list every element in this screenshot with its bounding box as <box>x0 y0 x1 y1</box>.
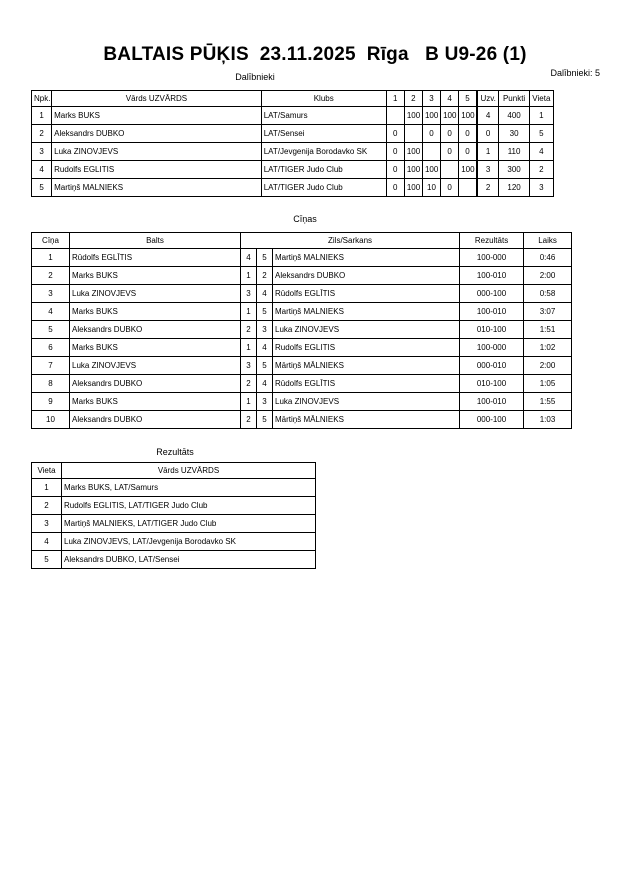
participant-npk: 1 <box>32 107 52 125</box>
participant-place: 1 <box>529 107 553 125</box>
participant-club: LAT/TIGER Judo Club <box>261 161 386 179</box>
col-time: Laiks <box>524 233 572 249</box>
score-vs-5: 0 <box>459 125 477 143</box>
score-vs-3 <box>422 143 440 161</box>
col-white: Balts <box>70 233 241 249</box>
blue-fighter: Luka ZINOVJEVS <box>273 321 460 339</box>
result-place: 1 <box>32 479 62 497</box>
score-vs-2: 100 <box>404 143 422 161</box>
fight-result: 010-100 <box>460 375 524 393</box>
participant-points: 110 <box>499 143 529 161</box>
participant-row <box>32 143 554 161</box>
white-fighter: Aleksandrs DUBKO <box>70 411 241 429</box>
result-name: Marks BUKS, LAT/Samurs <box>62 479 316 497</box>
participant-name: Aleksandrs DUBKO <box>52 125 262 143</box>
col-wins: Uzv. <box>477 91 499 107</box>
participant-place: 2 <box>529 161 553 179</box>
fight-time: 2:00 <box>524 357 572 375</box>
blue-fighter: Martiņš MALNIEKS <box>273 303 460 321</box>
fight-result: 100-000 <box>460 249 524 267</box>
col-result-name: Vārds UZVĀRDS <box>62 463 316 479</box>
participant-points: 300 <box>499 161 529 179</box>
participant-row <box>32 179 554 197</box>
col-name: Vārds UZVĀRDS <box>52 91 262 107</box>
participant-name: Rudolfs EGLITIS <box>52 161 262 179</box>
result-row <box>32 515 316 533</box>
fight-result: 100-010 <box>460 303 524 321</box>
participant-club: LAT/TIGER Judo Club <box>261 179 386 197</box>
blue-fighter: Martiņš MALNIEKS <box>273 249 460 267</box>
blue-fighter-number: 4 <box>257 375 273 393</box>
participants-header-row <box>32 91 554 107</box>
col-opp-4: 4 <box>441 91 459 107</box>
fight-result: 010-100 <box>460 321 524 339</box>
blue-fighter-number: 3 <box>257 321 273 339</box>
participant-row <box>32 107 554 125</box>
participant-place: 3 <box>529 179 553 197</box>
fights-table <box>31 232 572 429</box>
fight-result: 000-100 <box>460 411 524 429</box>
fight-time: 1:55 <box>524 393 572 411</box>
participant-count: Dalībnieki: 5 <box>550 68 600 78</box>
fight-time: 2:00 <box>524 267 572 285</box>
fight-result: 000-100 <box>460 285 524 303</box>
result-row <box>32 479 316 497</box>
col-fight-no: Cīņa <box>32 233 70 249</box>
fight-result: 000-010 <box>460 357 524 375</box>
participant-wins: 3 <box>477 161 499 179</box>
score-vs-5: 100 <box>459 161 477 179</box>
fight-time: 1:05 <box>524 375 572 393</box>
participant-points: 120 <box>499 179 529 197</box>
participants-table <box>31 90 554 197</box>
blue-fighter-number: 5 <box>257 411 273 429</box>
score-vs-2: 100 <box>404 161 422 179</box>
fight-row <box>32 393 572 411</box>
participant-club: LAT/Samurs <box>261 107 386 125</box>
score-vs-4: 0 <box>441 179 459 197</box>
blue-fighter: Rudolfs EGLITIS <box>273 339 460 357</box>
blue-fighter-number: 4 <box>257 285 273 303</box>
fight-row <box>32 339 572 357</box>
fight-row <box>32 285 572 303</box>
fight-row <box>32 375 572 393</box>
results-table <box>31 462 316 569</box>
fight-row <box>32 267 572 285</box>
result-row <box>32 533 316 551</box>
score-vs-1 <box>386 107 404 125</box>
participant-club: LAT/Sensei <box>261 125 386 143</box>
result-name: Martiņš MALNIEKS, LAT/TIGER Judo Club <box>62 515 316 533</box>
col-result-place: Vieta <box>32 463 62 479</box>
score-vs-5 <box>459 179 477 197</box>
fight-number: 10 <box>32 411 70 429</box>
result-row <box>32 551 316 569</box>
blue-fighter: Mārtiņš MĀLNIEKS <box>273 357 460 375</box>
col-points: Punkti <box>499 91 529 107</box>
result-place: 2 <box>32 497 62 515</box>
blue-fighter-number: 5 <box>257 249 273 267</box>
score-vs-3: 100 <box>422 107 440 125</box>
fight-result: 100-010 <box>460 393 524 411</box>
results-caption: Rezultāts <box>156 447 194 457</box>
participant-club: LAT/Jevgenija Borodavko SK <box>261 143 386 161</box>
white-fighter: Marks BUKS <box>70 303 241 321</box>
fight-number: 9 <box>32 393 70 411</box>
white-fighter: Marks BUKS <box>70 267 241 285</box>
col-opp-3: 3 <box>422 91 440 107</box>
score-vs-2: 100 <box>404 179 422 197</box>
participant-wins: 0 <box>477 125 499 143</box>
score-vs-4: 0 <box>441 143 459 161</box>
participant-place: 4 <box>529 143 553 161</box>
score-vs-4: 0 <box>441 125 459 143</box>
white-fighter-number: 1 <box>241 393 257 411</box>
white-fighter-number: 3 <box>241 357 257 375</box>
participant-npk: 5 <box>32 179 52 197</box>
fight-row <box>32 303 572 321</box>
results-header-row <box>32 463 316 479</box>
fight-time: 0:58 <box>524 285 572 303</box>
participant-npk: 4 <box>32 161 52 179</box>
score-vs-5: 100 <box>459 107 477 125</box>
fight-number: 7 <box>32 357 70 375</box>
fight-number: 3 <box>32 285 70 303</box>
col-opp-5: 5 <box>459 91 477 107</box>
score-vs-2 <box>404 125 422 143</box>
blue-fighter: Aleksandrs DUBKO <box>273 267 460 285</box>
result-name: Aleksandrs DUBKO, LAT/Sensei <box>62 551 316 569</box>
col-opp-2: 2 <box>404 91 422 107</box>
fight-time: 3:07 <box>524 303 572 321</box>
col-club: Klubs <box>261 91 386 107</box>
participant-place: 5 <box>529 125 553 143</box>
fight-time: 1:03 <box>524 411 572 429</box>
participant-npk: 2 <box>32 125 52 143</box>
fight-number: 8 <box>32 375 70 393</box>
fight-row <box>32 321 572 339</box>
white-fighter-number: 3 <box>241 285 257 303</box>
result-place: 5 <box>32 551 62 569</box>
participant-wins: 1 <box>477 143 499 161</box>
fight-number: 5 <box>32 321 70 339</box>
score-vs-3: 100 <box>422 161 440 179</box>
col-opp-1: 1 <box>386 91 404 107</box>
white-fighter: Luka ZINOVJEVS <box>70 357 241 375</box>
participant-points: 30 <box>499 125 529 143</box>
participant-wins: 2 <box>477 179 499 197</box>
fights-caption: Cīņas <box>293 214 317 224</box>
fight-result: 100-000 <box>460 339 524 357</box>
participant-name: Marks BUKS <box>52 107 262 125</box>
score-vs-1: 0 <box>386 161 404 179</box>
result-row <box>32 497 316 515</box>
blue-fighter-number: 5 <box>257 357 273 375</box>
score-vs-3: 10 <box>422 179 440 197</box>
col-place: Vieta <box>529 91 553 107</box>
blue-fighter-number: 4 <box>257 339 273 357</box>
fight-time: 1:51 <box>524 321 572 339</box>
result-place: 4 <box>32 533 62 551</box>
white-fighter: Marks BUKS <box>70 393 241 411</box>
participant-npk: 3 <box>32 143 52 161</box>
participant-row <box>32 125 554 143</box>
white-fighter: Aleksandrs DUBKO <box>70 375 241 393</box>
white-fighter-number: 2 <box>241 375 257 393</box>
fight-number: 4 <box>32 303 70 321</box>
participants-caption: Dalībnieki <box>235 72 275 82</box>
blue-fighter: Rūdolfs EGLĪTIS <box>273 375 460 393</box>
col-blue: Zils/Sarkans <box>241 233 460 249</box>
col-npk: Npk. <box>32 91 52 107</box>
white-fighter-number: 1 <box>241 339 257 357</box>
fight-number: 1 <box>32 249 70 267</box>
fights-header-row <box>32 233 572 249</box>
score-vs-1: 0 <box>386 143 404 161</box>
score-vs-4 <box>441 161 459 179</box>
white-fighter-number: 2 <box>241 411 257 429</box>
fight-result: 100-010 <box>460 267 524 285</box>
white-fighter: Luka ZINOVJEVS <box>70 285 241 303</box>
fight-row <box>32 249 572 267</box>
score-vs-5: 0 <box>459 143 477 161</box>
white-fighter: Rūdolfs EGLĪTIS <box>70 249 241 267</box>
participant-name: Luka ZINOVJEVS <box>52 143 262 161</box>
white-fighter-number: 1 <box>241 267 257 285</box>
white-fighter: Marks BUKS <box>70 339 241 357</box>
fight-row <box>32 357 572 375</box>
blue-fighter: Luka ZINOVJEVS <box>273 393 460 411</box>
score-vs-1: 0 <box>386 179 404 197</box>
fight-number: 2 <box>32 267 70 285</box>
blue-fighter: Mārtiņš MĀLNIEKS <box>273 411 460 429</box>
white-fighter-number: 2 <box>241 321 257 339</box>
score-vs-2: 100 <box>404 107 422 125</box>
fight-time: 0:46 <box>524 249 572 267</box>
result-name: Rudolfs EGLITIS, LAT/TIGER Judo Club <box>62 497 316 515</box>
white-fighter-number: 4 <box>241 249 257 267</box>
participant-points: 400 <box>499 107 529 125</box>
fight-number: 6 <box>32 339 70 357</box>
fight-row <box>32 411 572 429</box>
participant-wins: 4 <box>477 107 499 125</box>
score-vs-3: 0 <box>422 125 440 143</box>
fight-time: 1:02 <box>524 339 572 357</box>
white-fighter: Aleksandrs DUBKO <box>70 321 241 339</box>
participant-row <box>32 161 554 179</box>
participant-name: Martiņš MALNIEKS <box>52 179 262 197</box>
score-vs-4: 100 <box>441 107 459 125</box>
blue-fighter: Rūdolfs EGLĪTIS <box>273 285 460 303</box>
blue-fighter-number: 3 <box>257 393 273 411</box>
result-name: Luka ZINOVJEVS, LAT/Jevgenija Borodavko SK <box>62 533 316 551</box>
blue-fighter-number: 5 <box>257 303 273 321</box>
white-fighter-number: 1 <box>241 303 257 321</box>
result-place: 3 <box>32 515 62 533</box>
score-vs-1: 0 <box>386 125 404 143</box>
blue-fighter-number: 2 <box>257 267 273 285</box>
col-result: Rezultāts <box>460 233 524 249</box>
page-title: BALTAIS PŪĶIS 23.11.2025 Rīga B U9-26 (1) <box>103 44 527 65</box>
